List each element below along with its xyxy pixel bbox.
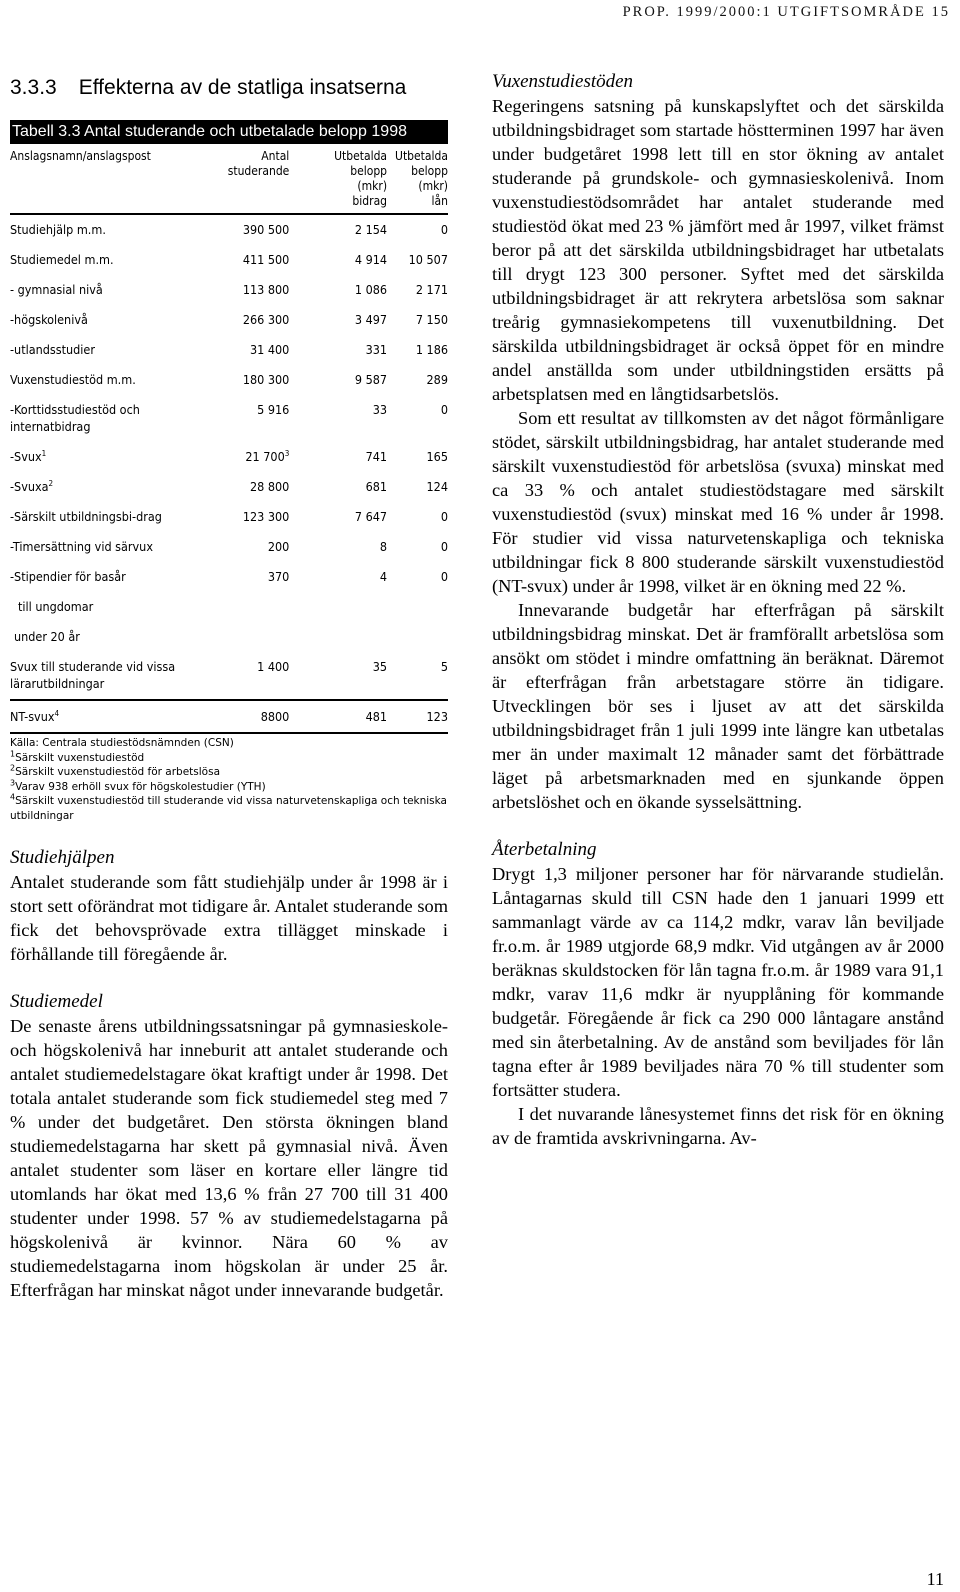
- table-row: -Särskilt utbildningsbi-drag 123 300 7 647 0: [10, 509, 448, 524]
- table-row: -utlandsstudier 31 400 331 1 186: [10, 342, 448, 357]
- header-col-bidrag: Utbetalda belopp (mkr) bidrag: [334, 149, 388, 208]
- table-row-total: NT-svux$^4$ 8800 481 123: [10, 700, 448, 732]
- table-row: -Timersättning vid särvux 200 8 0: [10, 539, 448, 554]
- footnote: $^3$Varav 938 erhöll svux för högskolestudier (YTH): [10, 778, 266, 793]
- running-head: PROP. 1999/2000:1 UTGIFTSOMRÅDE 15: [622, 4, 950, 20]
- table-row: Vuxenstudiestöd m.m. 180 300 9 587 289: [10, 372, 448, 387]
- paragraph-aterbetalning-2: I det nuvarande lånesystemet finns det risk för en ökning av de framtida avskrivningarna. Av-: [492, 1104, 944, 1148]
- table-row: -Korttidsstudiestöd och internatbidrag 5 916 33 0: [10, 402, 448, 434]
- page-number: 11: [926, 1569, 944, 1589]
- paragraph-aterbetalning-1: Drygt 1,3 miljoner personer har för närvarande studielån. Låntagarnas skuld till CSN hade den 1 januari 1999 ett sammanlagt värde av ca 114,2 mdkr, varav lån beviljade fr.o.m. år 1989 utgjorde 68,9 mdkr. Vid utgången av år 2000 beräknas skuldstocken för lån tagna fr.o.m. år 1989 vara 91,1 mdkr, varav 11,6 mdkr är nyupplåning för kommande budgetår. Föregående år fick ca 290 000 låntagare anstånd med sin återbetalning. Av de anstånd som beviljades för lån tagna efter år 1989 beviljades nära 70 % till studenter som fortsätter studera.: [492, 864, 944, 1100]
- section-heading: [10, 76, 448, 100]
- paragraph-studiemedel: De senaste årens utbildningssatsningar på gymnasieskole- och högskolenivå har inneburit att antalet studerande och antalet studiemedelstagare ökat kraftigt under år 1998. Det totala antalet studerande som fick studiemedel steg med 7 % under det budgetåret. Den största ökningen bland studiemedelstagarna har skett på gymnasial nivå. Även antalet studenter som läser en kortare eller längre tid utomlands har ökat med 13,6 % från 27 700 till 31 400 studenter under 1998. 57 % av studiemedelstagarna på högskolenivå är kvinnor. Nära 60 % av studiemedelstagarna inom högskolan är under 25 år. Efterfrågan har minskat något under innevarande budgetår.: [10, 1015, 448, 1300]
- table-row: - gymnasial nivå 113 800 1 086 2 171: [10, 282, 448, 297]
- table-row: -Svuxa$^2$ 28 800 681 124: [10, 478, 448, 494]
- header-col-lan: Utbetalda belopp (mkr) lån: [395, 149, 448, 208]
- heading-studiehjalpen: Studiehjälpen: [10, 846, 115, 868]
- table-header-row: [10, 144, 448, 214]
- footnote: $^1$Särskilt vuxenstudiestöd: [10, 749, 145, 764]
- section-title: Effekterna av de statliga insatserna: [78, 76, 407, 99]
- paragraph-vuxen-2: Som ett resultat av tillkomsten av det något förmånligare stödet, särskilt utbildningsbidrag, har antalet studerande med särskilt vuxenstudiestöd för arbetslösa (svuxa) minskat med ca 33 % och antalet studiestödstagare med särskilt vuxenstudiestöd (svux) minskat med 16 % under år 1998. För studier vid vissa naturvetenskapliga och tekniska utbildningar fick 8 800 studerande särskilt vuxenstudiestöd (NT-svux) under år 1998, vilket är en ökning med 22 %.: [492, 408, 944, 596]
- table-row: -högskolenivå 266 300 3 497 7 150: [10, 312, 448, 327]
- table-row: under 20 år: [14, 629, 80, 644]
- section-number: 3.3.3: [10, 76, 57, 99]
- heading-vuxenstudiestoden: Vuxenstudiestöden: [492, 71, 634, 92]
- paragraph-studiehjalpen: Antalet studerande som fått studiehjälp under år 1998 är i stort sett oförändrat mot tidigare år. Antalet studerande som fick det behovsprövade extra tillägget minskade i förhållande till föregående år.: [10, 871, 448, 964]
- table-row: Svux till studerande vid vissa lärarutbildningar 1 400 35 5: [10, 659, 448, 691]
- heading-aterbetalning: Återbetalning: [492, 839, 597, 860]
- table-source: Källa: Centrala studiestödsnämnden (CSN): [10, 737, 234, 749]
- heading-studiemedel: Studiemedel: [10, 990, 103, 1012]
- table-caption: Tabell 3.3 Antal studerande och utbetalade belopp 1998: [10, 120, 448, 144]
- paragraph-vuxen-3: Innevarande budgetår har efterfrågan på särskilt utbildningsbidrag minskat. Det är framförallt arbetslösa som ansökt om stödet i mindre omfattning än beräknat. Däremot är efterfrågan från arbetstagare större än tidigare. Utvecklingen bör ses i ljuset av att det särskilda utbildningsbidraget från 1 juli 1999 inte längre kan utbetalas mer än under maximalt 12 månader samt det förbättrade läget på arbetsmarknaden med en sjunkande öppen arbetslöshet och en ökande sysselsättning.: [492, 600, 944, 812]
- table-row: -Svux$^1$ 21 $700^3$ 741 165: [10, 448, 448, 464]
- footnote: $^4$Särskilt vuxenstudiestöd till studerande vid vissa naturvetenskapliga och tekniska utbildningar: [10, 792, 447, 822]
- table-row: Studiemedel m.m. 411 500 4 914 10 507: [10, 252, 448, 267]
- right-column: [492, 70, 944, 1150]
- table-row: -Stipendier för basår 370 4 0: [10, 569, 448, 584]
- left-column: [10, 76, 448, 1302]
- table-row: Studiehjälp m.m. 390 500 2 154 0: [10, 222, 448, 237]
- statistics-table: [10, 144, 448, 732]
- header-col-name: Anslagsnamn/anslagspost: [10, 149, 151, 163]
- header-col-antal: Antal studerande: [227, 149, 290, 178]
- footnote: $^2$Särskilt vuxenstudiestöd för arbetslösa: [10, 763, 221, 779]
- table-row: till ungdomar: [18, 599, 94, 614]
- table-footnotes: [10, 732, 448, 824]
- paragraph-vuxen-1: Regeringens satsning på kunskapslyftet och det särskilda utbildningsbidraget som startade höstterminen 1997 har även under budgetåret 1998 lett till en stor ökning av antalet studerande på grundskole- och gymnasieskolenivå. Inom vuxenstudiestödsområdet har antalet studerande med studiestöd ökat med 23 % jämfört med år 1997, vilket främst beror på att det särskilda utbildningsbidraget har utbetalats till drygt 123 300 personer. Syftet med det särskilda utbildningsbidraget är att rekrytera arbetslösa som saknar treårig gymnasiekompetens till vuxenutbildning. Det särskilda utbildningsbidraget är också öppet för en mindre andel anställda som under utbildningstiden ersätts på arbetsplatsen med en långtidsarbetslös.: [492, 96, 944, 404]
